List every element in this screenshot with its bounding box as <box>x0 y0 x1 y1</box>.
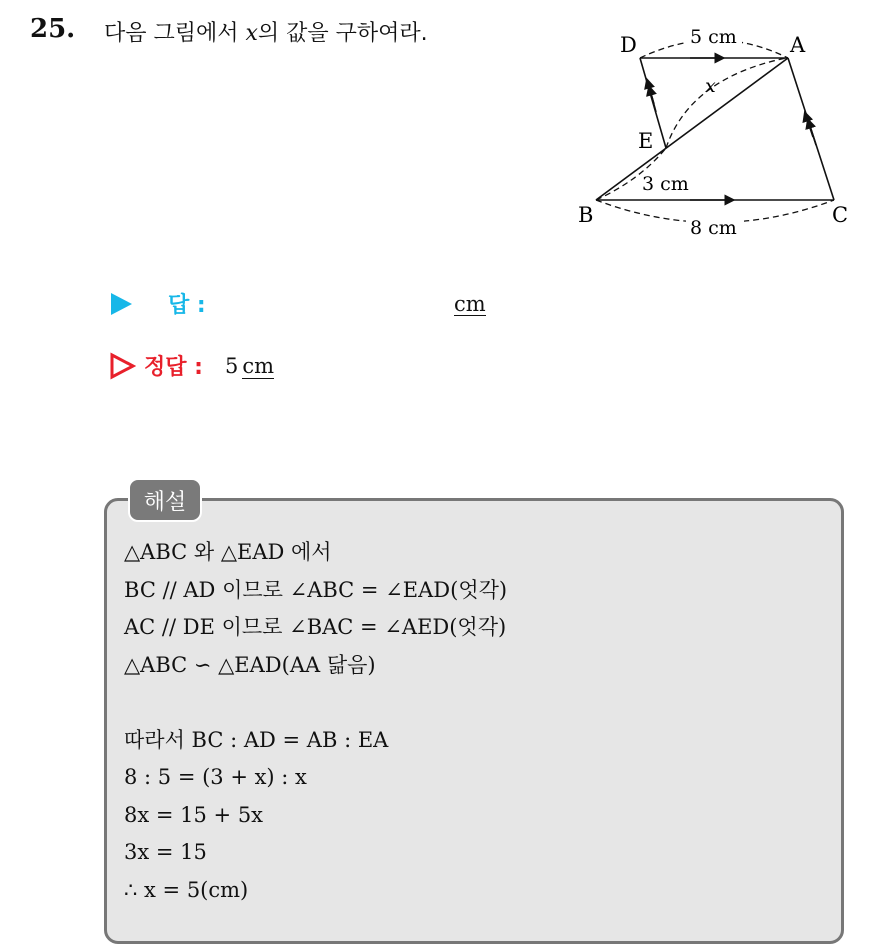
correct-answer-number: 5 <box>224 353 239 378</box>
question-number: 25. <box>30 14 76 44</box>
play-triangle-icon <box>108 291 134 317</box>
correct-answer-value <box>225 354 274 378</box>
label-b: B <box>578 203 594 227</box>
outline-triangle-icon <box>108 352 136 380</box>
label-c: C <box>832 203 849 227</box>
question-text-before: 다음 그림에서 <box>104 21 246 46</box>
label-e: E <box>638 129 654 153</box>
solution-line: ∴ x = 5(cm) <box>124 877 249 902</box>
solution-line: 8 : 5 = (3 + x) : x <box>124 765 307 789</box>
question-text-after: 의 값을 구하여라. <box>257 21 428 46</box>
correct-answer-unit: cm <box>242 353 275 378</box>
label-x: x <box>705 75 716 97</box>
solution-lines <box>124 534 507 909</box>
solution-line: AC // DE 이므로 ∠BAC = ∠AED(엇각) <box>124 615 507 639</box>
question-variable: x <box>245 21 258 46</box>
solution-line: 따라서 BC : AD = AB : EA <box>124 727 389 752</box>
label-a: A <box>790 33 806 57</box>
answer-label: 답 : <box>168 293 206 318</box>
label-be-length: 3 cm <box>642 173 689 195</box>
solution-line: BC // AD 이므로 ∠ABC = ∠EAD(엇각) <box>124 577 508 602</box>
correct-answer-row <box>108 350 274 381</box>
solution-tag: 해설 <box>128 478 202 522</box>
solution-line <box>124 684 507 722</box>
correct-answer-label: 정답 : <box>144 355 203 380</box>
solution-line: 8x = 15 + 5x <box>124 802 264 827</box>
answer-row <box>108 288 206 319</box>
label-da-length: 5 cm <box>690 26 737 48</box>
arrow-ed-2 <box>648 83 654 104</box>
solution-line: 3x = 15 <box>124 840 207 864</box>
arrow-ca-2 <box>806 116 813 137</box>
geometry-figure <box>570 20 870 250</box>
segment-ba <box>596 58 788 200</box>
solution-line: △ABC ∽ △EAD(AA 닮음) <box>124 652 376 677</box>
solution-line: △ABC 와 △EAD 에서 <box>124 540 332 564</box>
label-bc-length: 8 cm <box>690 217 737 239</box>
answer-unit-blank: cm <box>454 292 486 316</box>
question-text <box>104 16 428 47</box>
label-d: D <box>620 33 637 57</box>
